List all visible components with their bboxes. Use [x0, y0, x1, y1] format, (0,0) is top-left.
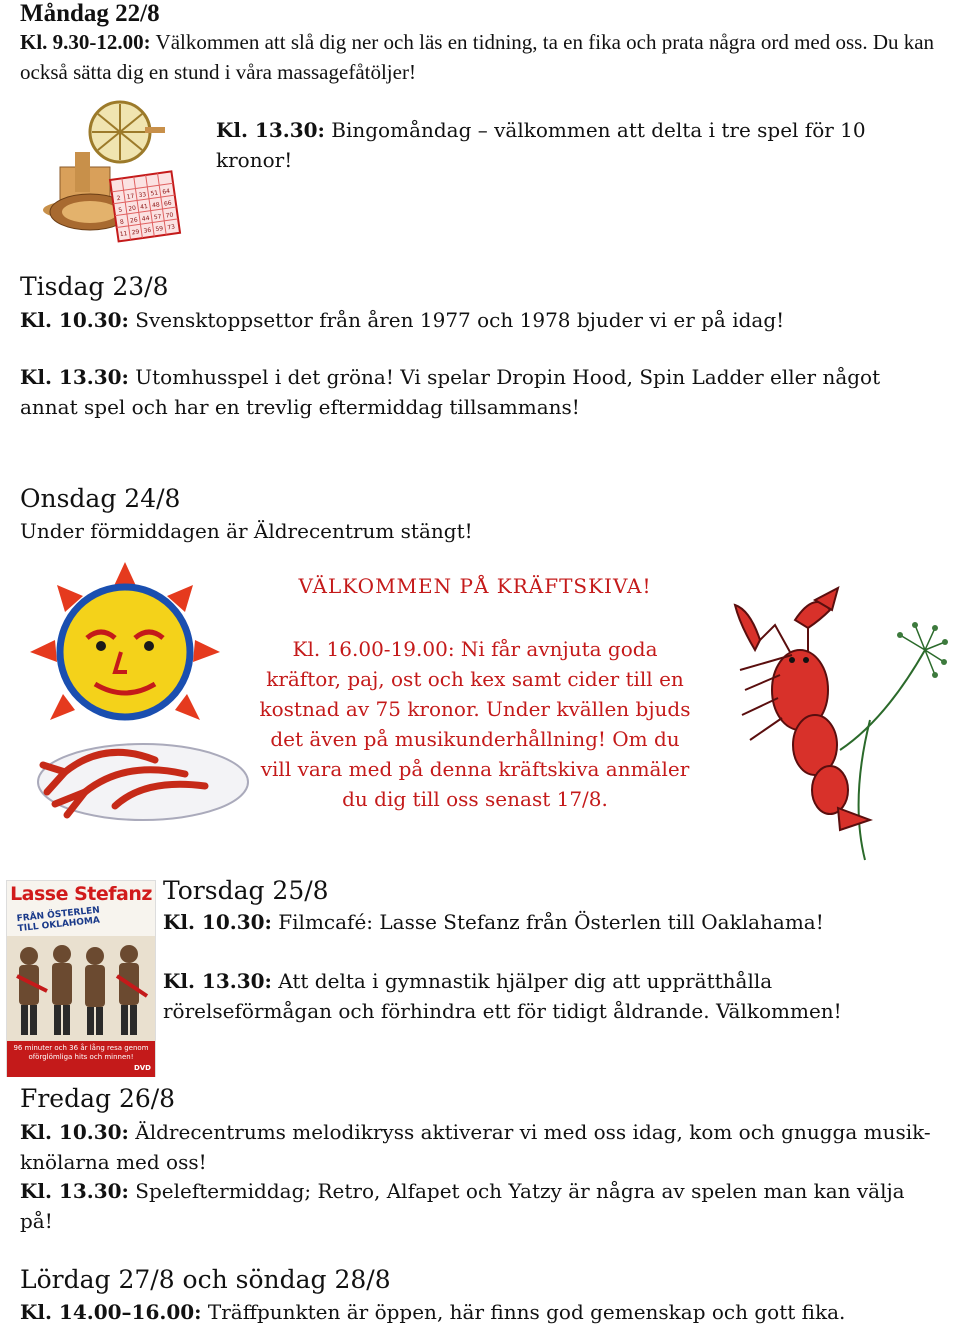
tuesday-item-2 — [20, 362, 920, 422]
tuesday-item-1-time: Kl. 10.30: — [20, 308, 129, 332]
bingo-card-number: 11 — [119, 230, 128, 239]
thursday-item-1-time: Kl. 10.30: — [163, 910, 272, 934]
bingo-card-number: 70 — [165, 211, 174, 220]
dvd-logo: DVD — [133, 1064, 151, 1072]
weekend-heading: Lördag 27/8 och söndag 28/8 — [20, 1265, 391, 1294]
dvd-cover-subtitle: FRÅN ÖSTERLEN TILL OKLAHOMA — [16, 905, 101, 935]
wednesday-note: Under förmiddagen är Äldrecentrum stängt! — [20, 519, 473, 543]
friday-item-1 — [20, 1117, 940, 1177]
bingo-card-number: 64 — [161, 187, 171, 196]
bingo-card-number: 33 — [138, 191, 147, 200]
bingo-card-number: 17 — [126, 192, 135, 201]
bingo-card-number: 51 — [150, 189, 159, 198]
thursday-item-1-text: Filmcafé: Lasse Stefanz från Österlen till Oaklahama! — [271, 910, 824, 934]
friday-item-2-text: Speleftermiddag; Retro, Alfapet och Yatzy är några av spelen man kan välja på! — [20, 1179, 905, 1233]
bingo-card-number: 48 — [151, 201, 161, 210]
bingo-card-number: 2 — [116, 194, 122, 203]
friday-item-2-time: Kl. 13.30: — [20, 1179, 129, 1203]
tuesday-item-2-text: Utomhusspel i det gröna! Vi spelar Dropin Hood, Spin Ladder eller något annat spel och har en trevlig eftermiddag tillsammans! — [20, 365, 881, 419]
weekend-item-1-text: Träffpunkten är öppen, här finns god gemenskap och gott fika. — [201, 1300, 846, 1324]
monday-item-1-text: Välkommen att slå dig ner och läs en tidning, ta en fika och prata några ord med oss. Du kan också sätta dig en stund i våra massagefåtöljer! — [20, 30, 935, 84]
sun-plate-crayfish-icon — [25, 560, 255, 830]
crayfish-party-title: VÄLKOMMEN PÅ KRÄFTSKIVA! — [298, 574, 652, 598]
dvd-cover-image — [6, 880, 156, 1077]
bingo-card-number: 36 — [143, 226, 152, 235]
wednesday-heading: Onsdag 24/8 — [20, 484, 181, 513]
tuesday-heading: Tisdag 23/8 — [20, 272, 169, 301]
tuesday-item-1-text: Svensktoppsettor från åren 1977 och 1978 bjuder vi er på idag! — [128, 308, 785, 332]
tuesday-item-2-time: Kl. 13.30: — [20, 365, 129, 389]
friday-item-1-text: Äldrecentrums melodikryss aktiverar vi med oss idag, kom och gnugga musik-knölarna med oss! — [20, 1120, 931, 1174]
bingo-card-number: 29 — [131, 228, 140, 237]
bingo-machine-icon — [40, 92, 190, 247]
weekend-item-1-time: Kl. 14.00–16.00: — [20, 1300, 202, 1324]
crayfish-party-text: Kl. 16.00-19.00: Ni får avnjuta goda kräftor, paj, ost och kex samt cider till en kostnad av 75 kronor. Under kvällen bjuds det även på musikunderhållning! Om du vill vara med på denna kräftskiva anmäler du dig till oss senast 17/8. — [259, 637, 691, 811]
bingo-card-number: 41 — [139, 203, 149, 212]
monday-item-1 — [20, 27, 940, 87]
thursday-heading: Torsdag 25/8 — [163, 876, 329, 905]
monday-item-2 — [216, 115, 916, 175]
tuesday-item-1 — [20, 305, 940, 335]
bingo-card-number: 26 — [129, 216, 139, 225]
bingo-card-number: 73 — [166, 223, 176, 232]
crayfish-dill-icon — [720, 580, 950, 870]
weekend-item-1 — [20, 1297, 940, 1327]
friday-heading: Fredag 26/8 — [20, 1084, 176, 1113]
friday-item-2 — [20, 1176, 940, 1236]
bingo-card-number: 57 — [153, 213, 162, 222]
thursday-item-2 — [163, 966, 933, 1026]
monday-item-2-text: Bingomåndag – välkommen att delta i tre spel för 10 kronor! — [216, 118, 866, 172]
monday-item-2-time: Kl. 13.30: — [216, 118, 325, 142]
dvd-cover-title: Lasse Stefanz — [10, 883, 152, 905]
thursday-item-2-text: Att delta i gymnastik hjälper dig att upprätthålla rörelseförmågan och förhindra ett för tidigt åldrande. Välkommen! — [163, 969, 842, 1023]
monday-item-1-time: Kl. 9.30-12.00: — [20, 30, 151, 54]
bingo-card-number: 8 — [119, 218, 125, 226]
dvd-cover-footer: 96 minuter och 36 år lång resa genom oförglömliga hits och minnen! — [7, 1041, 155, 1077]
bingo-card-number: 66 — [163, 199, 173, 208]
friday-item-1-time: Kl. 10.30: — [20, 1120, 129, 1144]
bingo-card-number: 44 — [141, 214, 151, 223]
monday-heading: Måndag 22/8 — [20, 0, 160, 27]
bingo-card-number: 20 — [127, 204, 137, 213]
bingo-card-number: 59 — [155, 225, 164, 234]
thursday-item-2-time: Kl. 13.30: — [163, 969, 272, 993]
thursday-item-1 — [163, 907, 943, 937]
bingo-card-number: 5 — [117, 206, 123, 215]
